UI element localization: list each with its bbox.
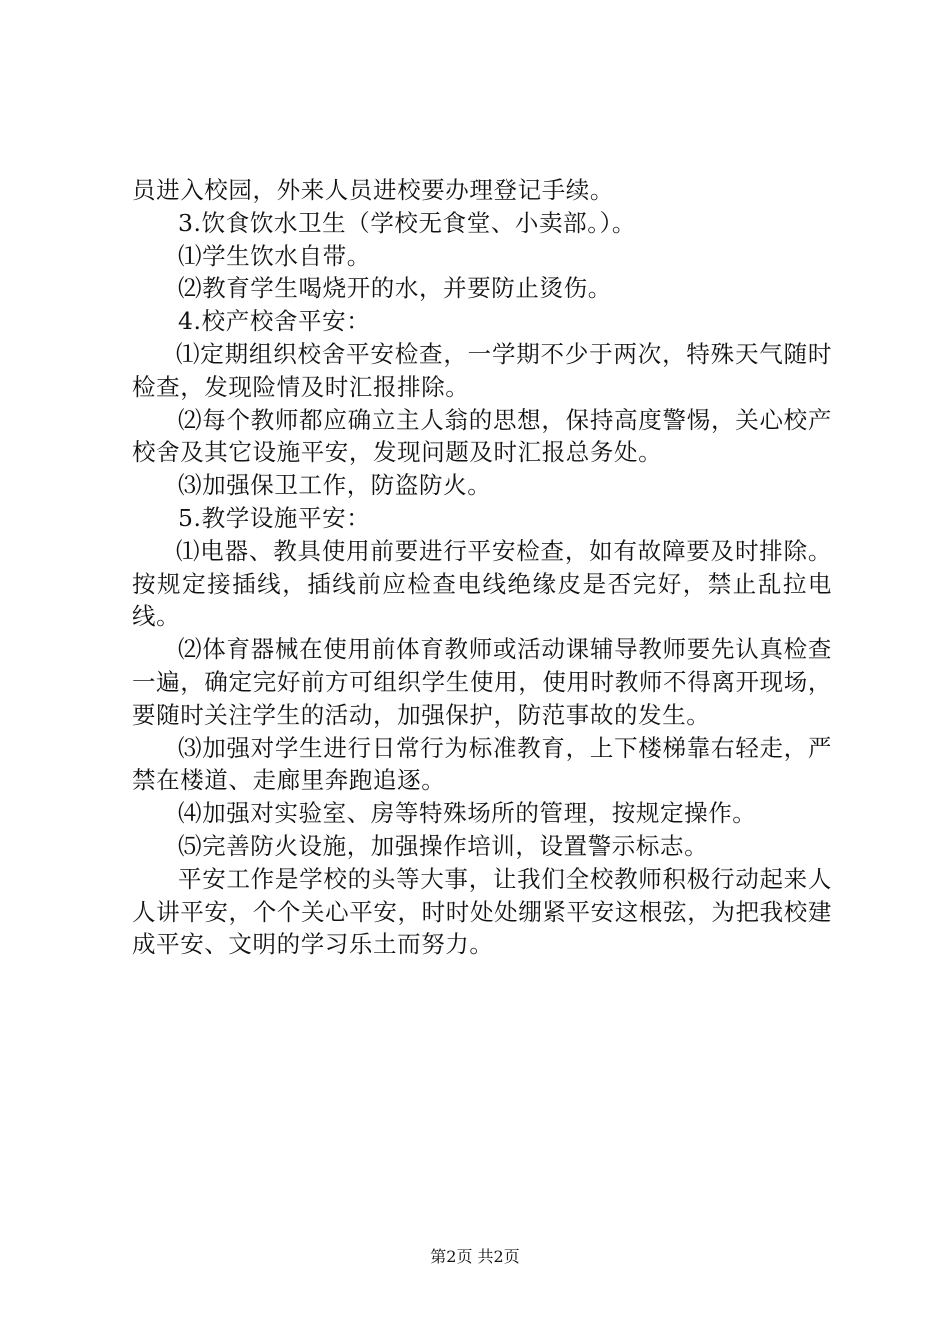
page-number-label: 第2页 共2页: [430, 1247, 520, 1266]
paragraph-10: ⑴电器、教具使用前要进行平安检查，如有故障要及时排除。按规定接插线，插线前应检查电线绝缘皮是否完好，禁止乱拉电线。: [132, 536, 832, 631]
paragraph-12: ⑶加强对学生进行日常行为标准教育，上下楼梯靠右轻走，严禁在楼道、走廊里奔跑追逐。: [132, 733, 832, 795]
document-body: [132, 174, 832, 961]
paragraph-8: ⑶加强保卫工作，防盗防火。: [178, 471, 492, 500]
page-footer: [0, 1247, 950, 1267]
paragraph-3: ⑴学生饮水自带。: [178, 241, 371, 270]
paragraph-2: 3.饮食饮水卫生（学校无食堂、小卖部。）。: [178, 208, 637, 237]
paragraph-11: ⑵体育器械在使用前体育教师或活动课辅导教师要先认真检查一遍，确定完好前方可组织学生使用，使用时教师不得离开现场，要随时关注学生的活动，加强保护，防范事故的发生。: [132, 635, 832, 729]
paragraph-7: ⑵每个教师都应确立主人翁的思想，保持高度警惕，关心校产校舍及其它设施平安，发现问题及时汇报总务处。: [132, 405, 832, 467]
paragraph-14: ⑸完善防火设施，加强操作培训，设置警示标志。: [178, 831, 709, 860]
paragraph-6: ⑴定期组织校舍平安检查，一学期不少于两次，特殊天气随时检查，发现险情及时汇报排除。: [132, 339, 832, 401]
paragraph-4: ⑵教育学生喝烧开的水，并要防止烫伤。: [178, 274, 612, 303]
paragraph-5: 4.校产校舍平安：: [178, 307, 371, 336]
paragraph-13: ⑷加强对实验室、房等特殊场所的管理，按规定操作。: [178, 799, 757, 828]
paragraph-9: 5.教学设施平安：: [178, 503, 371, 532]
paragraph-1: 员进入校园，外来人员进校要办理登记手续。: [132, 176, 614, 204]
paragraph-15: 平安工作是学校的头等大事，让我们全校教师积极行动起来人人讲平安，个个关心平安，时时处处绷紧平安这根弦，为把我校建成平安、文明的学习乐土而努力。: [132, 864, 832, 959]
